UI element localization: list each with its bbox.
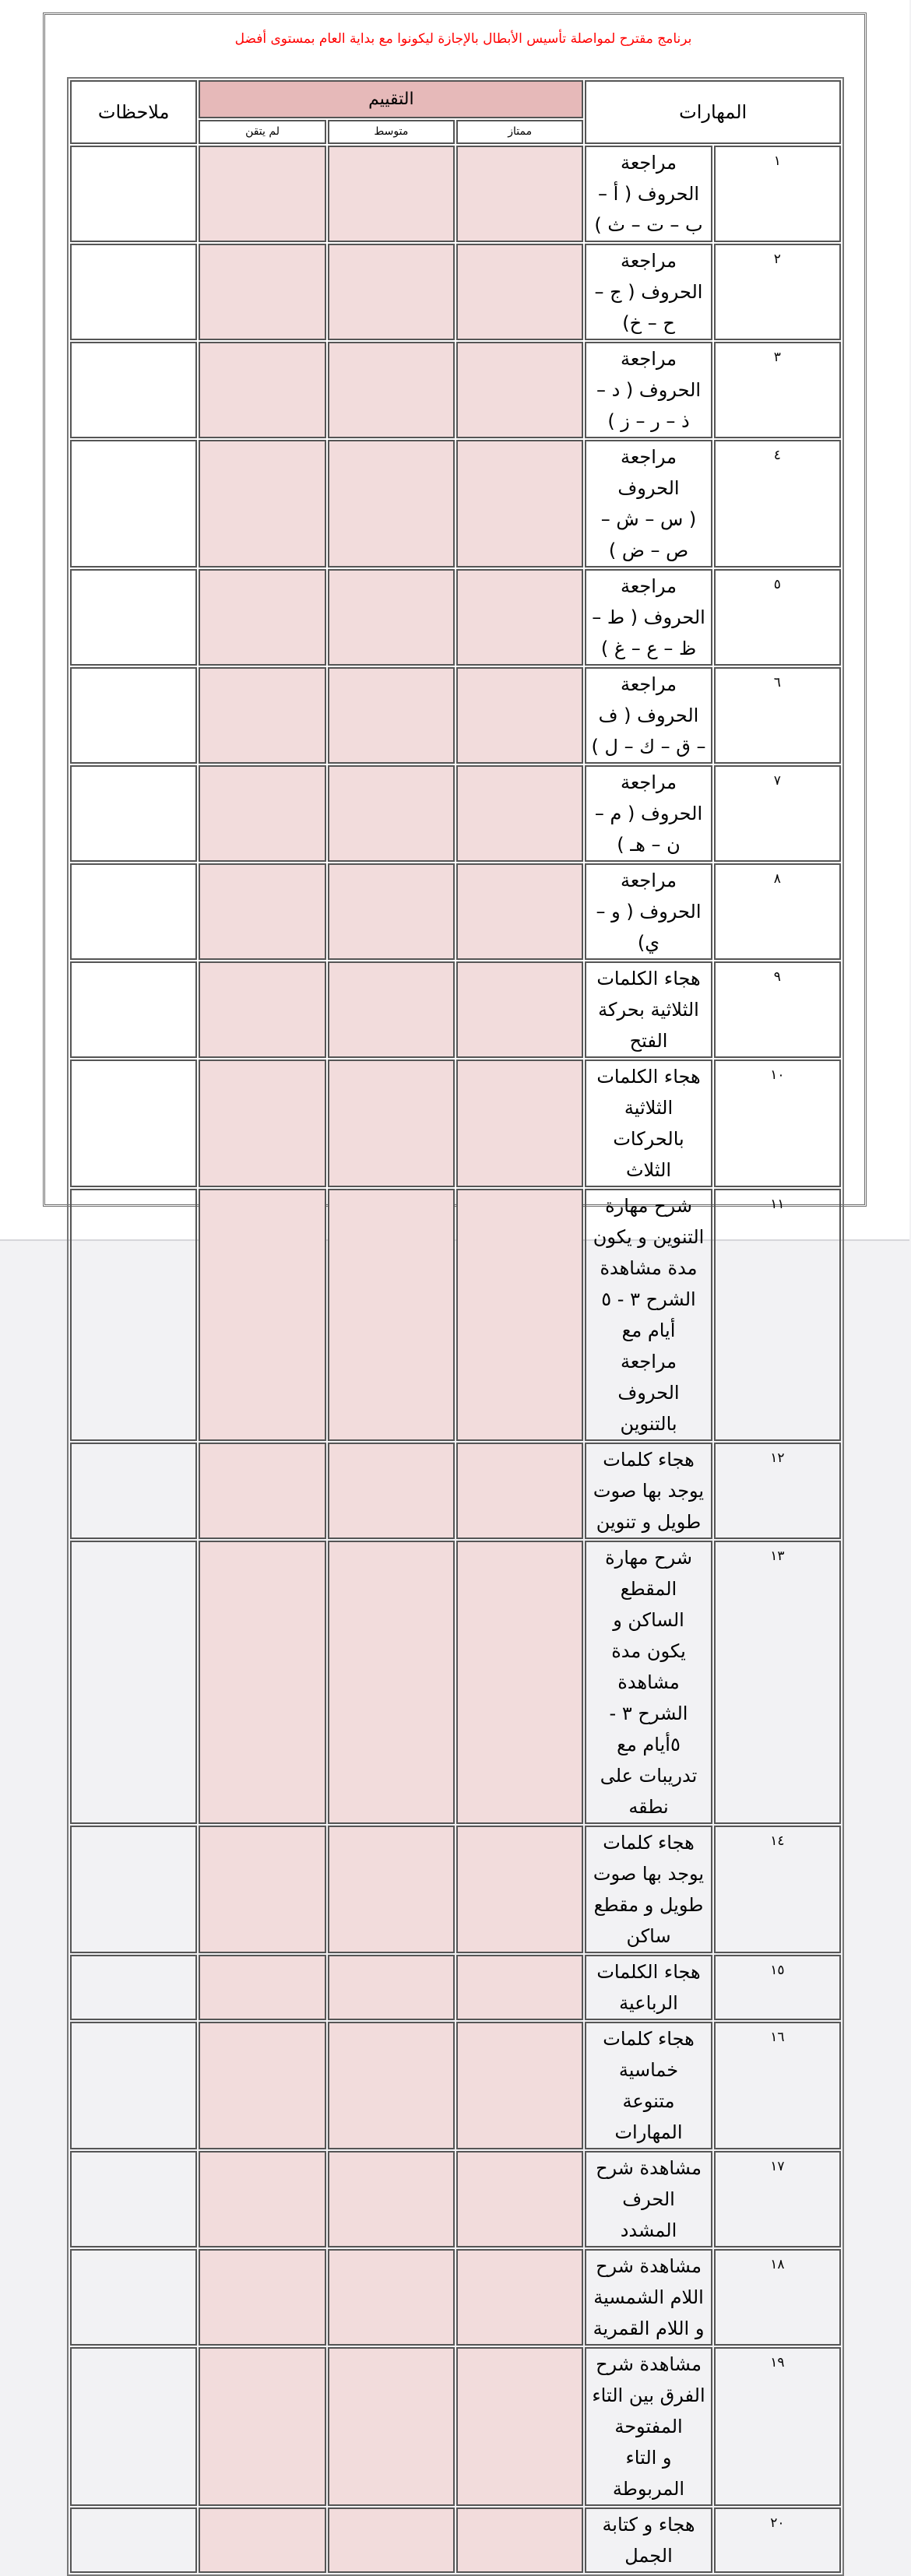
average-cell[interactable] [328, 1189, 455, 1441]
skills-table-body [70, 146, 841, 2573]
table-row [70, 2347, 841, 2506]
excellent-cell[interactable] [456, 1541, 583, 1824]
row-number: ١٨ [714, 2249, 841, 2346]
excellent-header: ممتاز [456, 120, 583, 144]
skill-cell: هجاء الكلمات الثلاثية بالحركات الثلاث [585, 1060, 712, 1187]
average-cell[interactable] [328, 1541, 455, 1824]
skill-cell: مراجعة الحروف ( ط – ظ – ع – غ ) [585, 569, 712, 666]
average-cell[interactable] [328, 2347, 455, 2506]
skill-cell: هجاء كلمات خماسية متنوعة المهارات [585, 2022, 712, 2149]
table-row [70, 1541, 841, 1824]
table-row [70, 440, 841, 568]
notes-cell[interactable] [70, 2347, 197, 2506]
not-mastered-cell[interactable] [199, 244, 325, 340]
table-row [70, 146, 841, 242]
not-mastered-cell[interactable] [199, 1955, 325, 2020]
table-row [70, 2249, 841, 2346]
notes-cell[interactable] [70, 1060, 197, 1187]
skill-cell: هجاء كلمات يوجد بها صوت طويل و تنوين [585, 1443, 712, 1539]
row-number: ١ [714, 146, 841, 242]
average-cell[interactable] [328, 667, 455, 764]
document-title: برنامج مقترح لمواصلة تأسيس الأبطال بالإجازة ليكونوا مع بداية العام بمستوى أفضل [234, 31, 692, 47]
not-mastered-cell[interactable] [199, 2507, 325, 2573]
excellent-cell[interactable] [456, 440, 583, 568]
skill-cell: هجاء الكلمات الرباعية [585, 1955, 712, 2020]
table-row [70, 863, 841, 960]
average-cell[interactable] [328, 961, 455, 1058]
skill-cell: هجاء و كتابة الجمل [585, 2507, 712, 2573]
notes-cell[interactable] [70, 244, 197, 340]
average-cell[interactable] [328, 1060, 455, 1187]
notes-cell[interactable] [70, 1826, 197, 1953]
notes-header: ملاحظات [70, 80, 197, 144]
skill-cell: مراجعة الحروف ( س – ش – ص – ض ) [585, 440, 712, 568]
table-row [70, 1189, 841, 1441]
notes-cell[interactable] [70, 2249, 197, 2346]
row-number: ١٢ [714, 1443, 841, 1539]
not-mastered-cell[interactable] [199, 2347, 325, 2506]
average-header: متوسط [328, 120, 455, 144]
notes-cell[interactable] [70, 146, 197, 242]
average-cell[interactable] [328, 2507, 455, 2573]
notes-cell[interactable] [70, 667, 197, 764]
notes-cell[interactable] [70, 569, 197, 666]
excellent-cell[interactable] [456, 765, 583, 862]
skill-cell: مشاهدة شرح الحرف المشدد [585, 2151, 712, 2247]
not-mastered-cell[interactable] [199, 863, 325, 960]
notes-cell[interactable] [70, 2151, 197, 2247]
excellent-cell[interactable] [456, 2151, 583, 2247]
table-row [70, 244, 841, 340]
row-number: ٩ [714, 961, 841, 1058]
not-mastered-cell[interactable] [199, 1826, 325, 1953]
notes-cell[interactable] [70, 1189, 197, 1441]
not-mastered-cell[interactable] [199, 2151, 325, 2247]
row-number: ١٥ [714, 1955, 841, 2020]
average-cell[interactable] [328, 440, 455, 568]
excellent-cell[interactable] [456, 1443, 583, 1539]
table-row [70, 1826, 841, 1953]
notes-cell[interactable] [70, 765, 197, 862]
skill-cell: مشاهدة شرح الفرق بين التاء المفتوحة و التاء المربوطة [585, 2347, 712, 2506]
excellent-cell[interactable] [456, 2022, 583, 2149]
not-mastered-cell[interactable] [199, 146, 325, 242]
table-row [70, 569, 841, 666]
excellent-cell[interactable] [456, 569, 583, 666]
row-number: ١٣ [714, 1541, 841, 1824]
excellent-cell[interactable] [456, 342, 583, 438]
skill-cell: مراجعة الحروف ( ج – ح – خ) [585, 244, 712, 340]
not-mastered-cell[interactable] [199, 1443, 325, 1539]
skills-header: المهارات [585, 80, 841, 144]
average-cell[interactable] [328, 1955, 455, 2020]
row-number: ٢ [714, 244, 841, 340]
row-number: ٥ [714, 569, 841, 666]
skill-cell: مشاهدة شرح اللام الشمسية و اللام القمرية [585, 2249, 712, 2346]
row-number: ١٩ [714, 2347, 841, 2506]
notes-cell[interactable] [70, 1443, 197, 1539]
row-number: ١٠ [714, 1060, 841, 1187]
table-row [70, 1060, 841, 1187]
excellent-cell[interactable] [456, 2249, 583, 2346]
row-number: ٢٠ [714, 2507, 841, 2573]
skill-cell: مراجعة الحروف ( أ – ب – ت – ث ) [585, 146, 712, 242]
average-cell[interactable] [328, 2022, 455, 2149]
table-row [70, 2022, 841, 2149]
table-row [70, 765, 841, 862]
skill-cell: شرح مهارة المقطع الساكن و يكون مدة مشاهدة الشرح ٣ - ٥أيام مع تدريبات على نطقه [585, 1541, 712, 1824]
table-row [70, 2151, 841, 2247]
excellent-cell[interactable] [456, 1060, 583, 1187]
not-mastered-cell[interactable] [199, 2249, 325, 2346]
table-row [70, 1443, 841, 1539]
notes-cell[interactable] [70, 342, 197, 438]
average-cell[interactable] [328, 765, 455, 862]
excellent-cell[interactable] [456, 2347, 583, 2506]
skill-cell: شرح مهارة التنوين و يكون مدة مشاهدة الشرح ٣ - ٥ أيام مع مراجعة الحروف بالتنوين [585, 1189, 712, 1441]
average-cell[interactable] [328, 146, 455, 242]
excellent-cell[interactable] [456, 244, 583, 340]
not-mastered-header: لم يتقن [199, 120, 325, 144]
row-number: ١٤ [714, 1826, 841, 1953]
row-number: ١٦ [714, 2022, 841, 2149]
table-row [70, 961, 841, 1058]
row-number: ٧ [714, 765, 841, 862]
row-number: ٦ [714, 667, 841, 764]
not-mastered-cell[interactable] [199, 1541, 325, 1824]
average-cell[interactable] [328, 2249, 455, 2346]
notes-cell[interactable] [70, 1955, 197, 2020]
notes-cell[interactable] [70, 961, 197, 1058]
not-mastered-cell[interactable] [199, 765, 325, 862]
skill-cell: هجاء الكلمات الثلاثية بحركة الفتح [585, 961, 712, 1058]
table-row [70, 667, 841, 764]
notes-cell[interactable] [70, 2022, 197, 2149]
skill-cell: مراجعة الحروف ( د – ذ – ر – ز ) [585, 342, 712, 438]
table-row [70, 2507, 841, 2573]
row-number: ١٧ [714, 2151, 841, 2247]
not-mastered-cell[interactable] [199, 961, 325, 1058]
average-cell[interactable] [328, 2151, 455, 2247]
row-number: ٣ [714, 342, 841, 438]
average-cell[interactable] [328, 863, 455, 960]
skill-cell: مراجعة الحروف ( م – ن – هـ ) [585, 765, 712, 862]
average-cell[interactable] [328, 1826, 455, 1953]
excellent-cell[interactable] [456, 1826, 583, 1953]
average-cell[interactable] [328, 342, 455, 438]
notes-cell[interactable] [70, 1541, 197, 1824]
excellent-cell[interactable] [456, 961, 583, 1058]
excellent-cell[interactable] [456, 2507, 583, 2573]
excellent-cell[interactable] [456, 146, 583, 242]
average-cell[interactable] [328, 244, 455, 340]
not-mastered-cell[interactable] [199, 667, 325, 764]
skill-cell: مراجعة الحروف ( ف – ق – ك – ل ) [585, 667, 712, 764]
skill-cell: مراجعة الحروف ( و – ي) [585, 863, 712, 960]
row-number: ٤ [714, 440, 841, 568]
not-mastered-cell[interactable] [199, 1189, 325, 1441]
excellent-cell[interactable] [456, 667, 583, 764]
excellent-cell[interactable] [456, 863, 583, 960]
not-mastered-cell[interactable] [199, 342, 325, 438]
notes-cell[interactable] [70, 863, 197, 960]
evaluation-header: التقييم [199, 80, 583, 118]
table-row [70, 1955, 841, 2020]
row-number: ٨ [714, 863, 841, 960]
not-mastered-cell[interactable] [199, 2022, 325, 2149]
table-row [70, 342, 841, 438]
average-cell[interactable] [328, 569, 455, 666]
not-mastered-cell[interactable] [199, 1060, 325, 1187]
not-mastered-cell[interactable] [199, 569, 325, 666]
skill-cell: هجاء كلمات يوجد بها صوت طويل و مقطع ساكن [585, 1826, 712, 1953]
row-number: ١١ [714, 1189, 841, 1441]
skills-table [67, 77, 844, 2576]
notes-cell[interactable] [70, 2507, 197, 2573]
notes-cell[interactable] [70, 440, 197, 568]
not-mastered-cell[interactable] [199, 440, 325, 568]
average-cell[interactable] [328, 1443, 455, 1539]
excellent-cell[interactable] [456, 1189, 583, 1441]
excellent-cell[interactable] [456, 1955, 583, 2020]
